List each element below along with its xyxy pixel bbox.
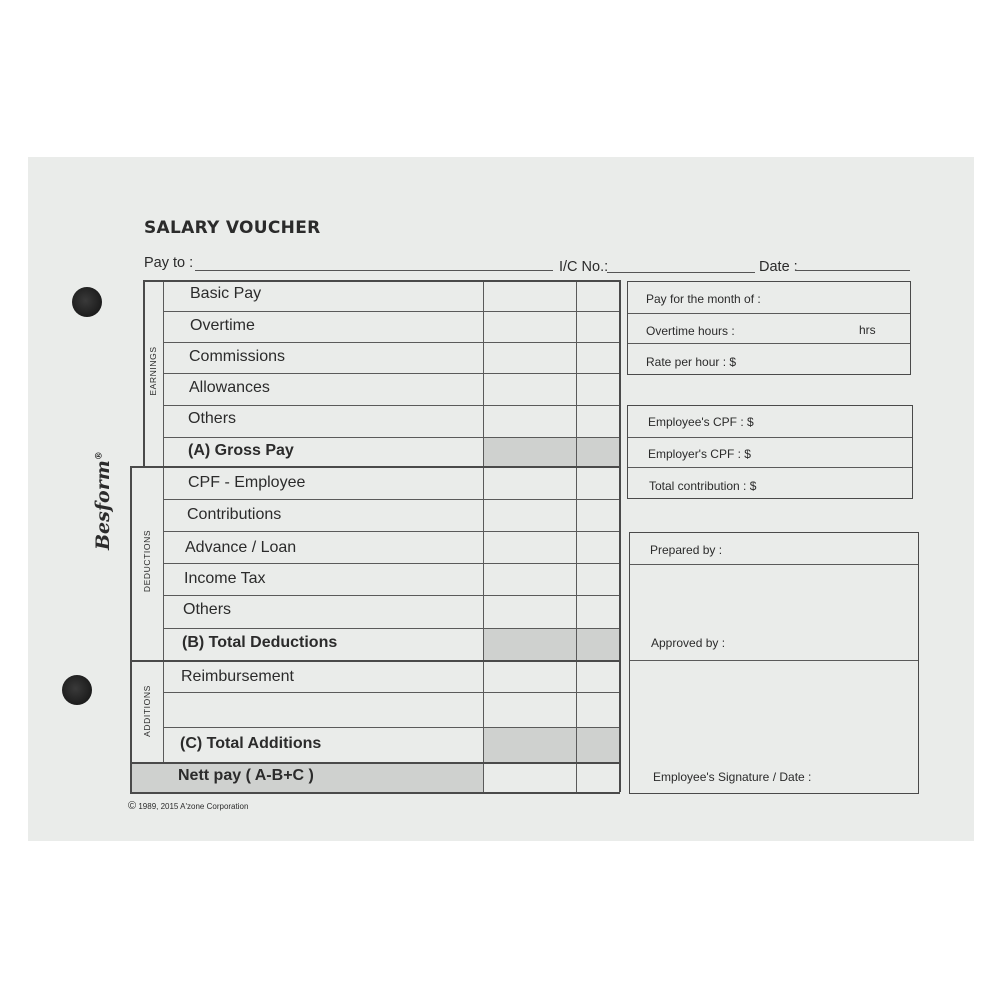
cents-column-line [576, 280, 577, 792]
row-line [630, 564, 918, 565]
table-bottom-border [130, 792, 620, 794]
punch-hole-top [72, 287, 102, 317]
row-contributions: Contributions [187, 506, 282, 523]
row-line [163, 311, 619, 312]
section-line [130, 466, 620, 468]
approval-border [629, 532, 919, 794]
ic-no-label: I/C No.: [559, 259, 609, 275]
additions-section-label: ADDITIONS [142, 685, 152, 737]
total-deductions-shade [483, 629, 619, 660]
row-commissions: Commissions [189, 348, 286, 365]
row-allowances: Allowances [189, 379, 270, 396]
rate-per-hour-label: Rate per hour : $ [646, 355, 737, 369]
row-nett-pay: Nett pay ( A-B+C ) [178, 767, 314, 784]
ic-no-field[interactable] [607, 272, 755, 273]
overtime-hours-label: Overtime hours : [646, 324, 735, 338]
row-line [163, 405, 619, 406]
row-line [163, 563, 619, 564]
hrs-unit: hrs [859, 323, 876, 337]
table-left-border [130, 466, 132, 792]
row-basic-pay: Basic Pay [190, 285, 262, 302]
row-line [630, 660, 918, 661]
row-total-deductions: (B) Total Deductions [182, 634, 338, 651]
row-deductions-others: Others [183, 601, 232, 618]
pay-month-label: Pay for the month of : [646, 292, 761, 306]
row-income-tax: Income Tax [184, 570, 266, 587]
section-line [130, 762, 620, 764]
table-top-border [143, 280, 620, 282]
row-line [163, 437, 619, 438]
employee-signature-label: Employee's Signature / Date : [653, 770, 812, 784]
row-line [628, 467, 912, 468]
pay-to-field[interactable] [195, 270, 553, 271]
dollars-column-line [483, 280, 484, 792]
row-line [628, 313, 910, 314]
earnings-section-label: EARNINGS [148, 346, 158, 396]
punch-hole-bottom [62, 675, 92, 705]
row-line [163, 499, 619, 500]
row-line [163, 692, 619, 693]
row-line [163, 727, 619, 728]
date-label: Date : [759, 259, 798, 275]
table-right-border [619, 280, 621, 792]
copyright-notice [128, 800, 248, 812]
row-line [163, 373, 619, 374]
employee-cpf-label: Employee's CPF : $ [648, 415, 754, 429]
employer-cpf-label: Employer's CPF : $ [648, 447, 751, 461]
row-overtime: Overtime [190, 317, 255, 334]
pay-to-label: Pay to : [144, 255, 194, 271]
approved-by-label: Approved by : [651, 636, 726, 650]
row-line [163, 595, 619, 596]
row-advance-loan: Advance / Loan [185, 539, 297, 556]
prepared-by-label: Prepared by : [650, 543, 723, 557]
total-additions-shade [483, 728, 619, 762]
deductions-section-label: DEDUCTIONS [142, 529, 152, 593]
copyright-text: 1989, 2015 A'zone Corporation [138, 802, 249, 811]
date-field[interactable] [795, 270, 910, 271]
row-line [628, 343, 910, 344]
section-divider [163, 280, 164, 762]
gross-pay-shade [483, 438, 619, 467]
row-line [628, 437, 912, 438]
row-cpf-employee: CPF - Employee [188, 474, 306, 491]
row-line [163, 628, 619, 629]
row-reimbursement: Reimbursement [181, 668, 294, 685]
copyright-icon: © [128, 800, 137, 812]
section-line [130, 660, 620, 662]
row-line [163, 531, 619, 532]
row-earnings-others: Others [188, 410, 237, 427]
row-gross-pay: (A) Gross Pay [188, 442, 294, 459]
row-line [163, 342, 619, 343]
brand-logo: Besform® [92, 451, 114, 550]
total-contribution-label: Total contribution : $ [649, 479, 757, 493]
row-total-additions: (C) Total Additions [180, 735, 322, 752]
table-left-border-top [143, 280, 145, 466]
voucher-title: SALARY VOUCHER [144, 218, 321, 238]
